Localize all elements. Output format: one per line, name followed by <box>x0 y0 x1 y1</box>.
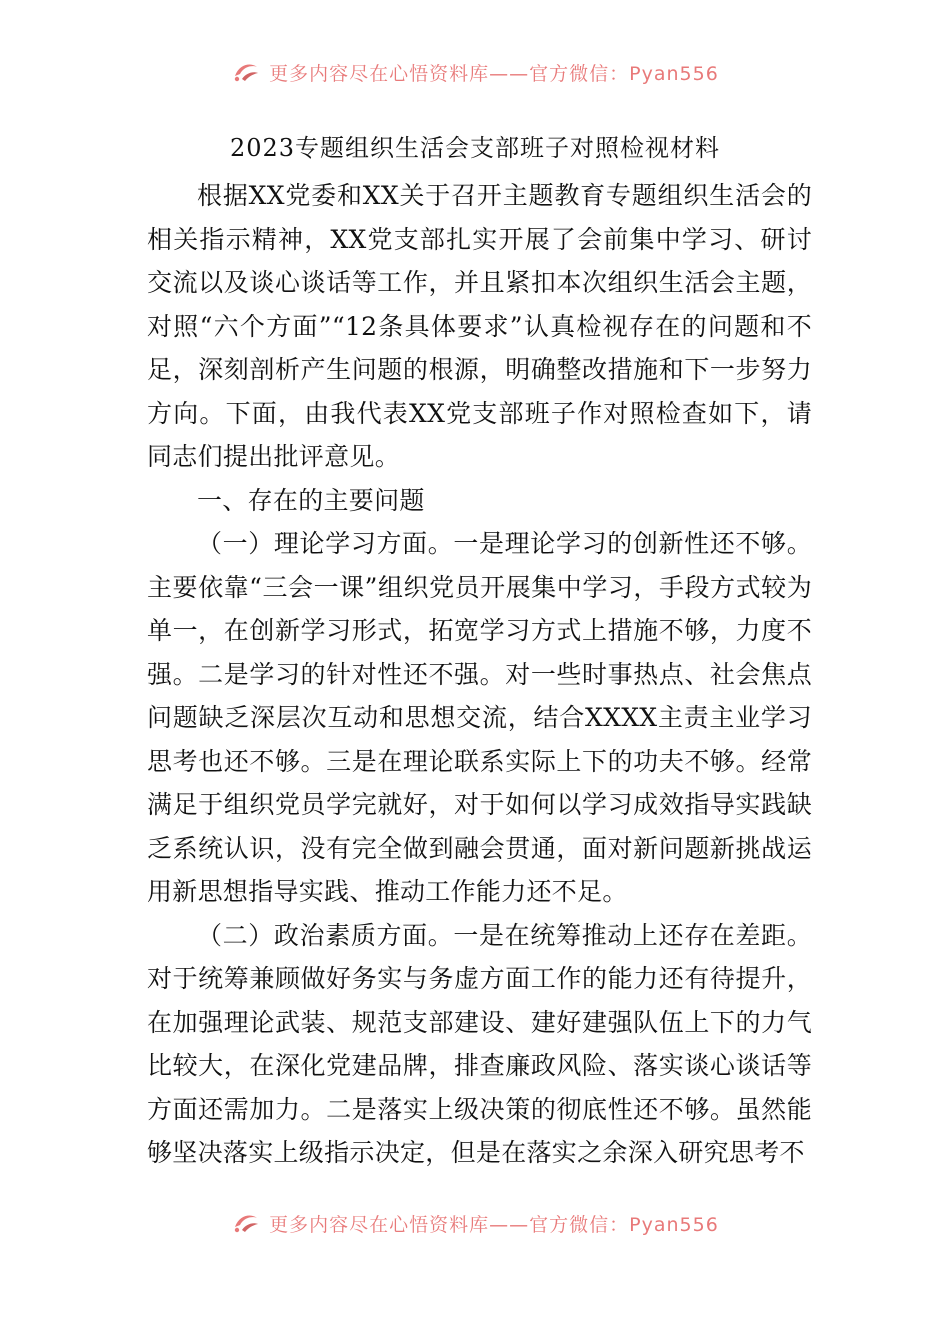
watermark-banner-top <box>0 52 950 92</box>
watermark-text: 更多内容尽在心悟资料库——官方微信：Pyan556 <box>269 62 719 85</box>
watermark-text: 更多内容尽在心悟资料库——官方微信：Pyan556 <box>269 1213 719 1236</box>
theory-study-paragraph: （一）理论学习方面。一是理论学习的创新性还不够。主要依靠“三会一课”组织党员开展集中学习，手段方式较为单一，在创新学习形式，拓宽学习方式上措施不够，力度不强。二是学习的针对性还不强。对一些时事热点、社会焦点问题缺乏深层次互动和思想交流，结合XXXX主责主业学习思考也还不够。三是在理论联系实际上下的功夫不够。经常满足于组织党员学完就好，对于如何以学习成效指导实践缺乏系统认识，没有完全做到融会贯通，面对新问题新挑战运用新思想指导实践、推动工作能力还不足。 <box>147 529 812 906</box>
logo-icon <box>231 61 261 83</box>
document-title: 2023专题组织生活会支部班子对照检视材料 <box>229 134 721 162</box>
political-quality-paragraph: （二）政治素质方面。一是在统筹推动上还存在差距。对于统筹兼顾做好务实与务虚方面工作的能力还有待提升，在加强理论武装、规范支部建设、建好建强队伍上下的力气比较大，在深化党建品牌，排查廉政风险、落实谈心谈话等方面还需加力。二是落实上级决策的彻底性还不够。虽然能够坚决落实上级指示决定，但是在落实之余深入研究思考不 <box>147 920 812 1167</box>
intro-paragraph: 根据XX党委和XX关于召开主题教育专题组织生活会的相关指示精神，XX党支部扎实开展了会前集中学习、研讨交流以及谈心谈话等工作，并且紧扣本次组织生活会主题，对照“六个方面”“12条具体要求”认真检视存在的问题和不足，深刻剖析产生问题的根源，明确整改措施和下一步努力方向。下面，由我代表XX党支部班子作对照检查如下，请同志们提出批评意见。 <box>147 181 812 471</box>
watermark-banner-bottom <box>0 1203 950 1243</box>
section-heading: 一、存在的主要问题 <box>197 485 425 515</box>
document-body <box>147 174 812 1175</box>
logo-icon <box>231 1212 261 1234</box>
